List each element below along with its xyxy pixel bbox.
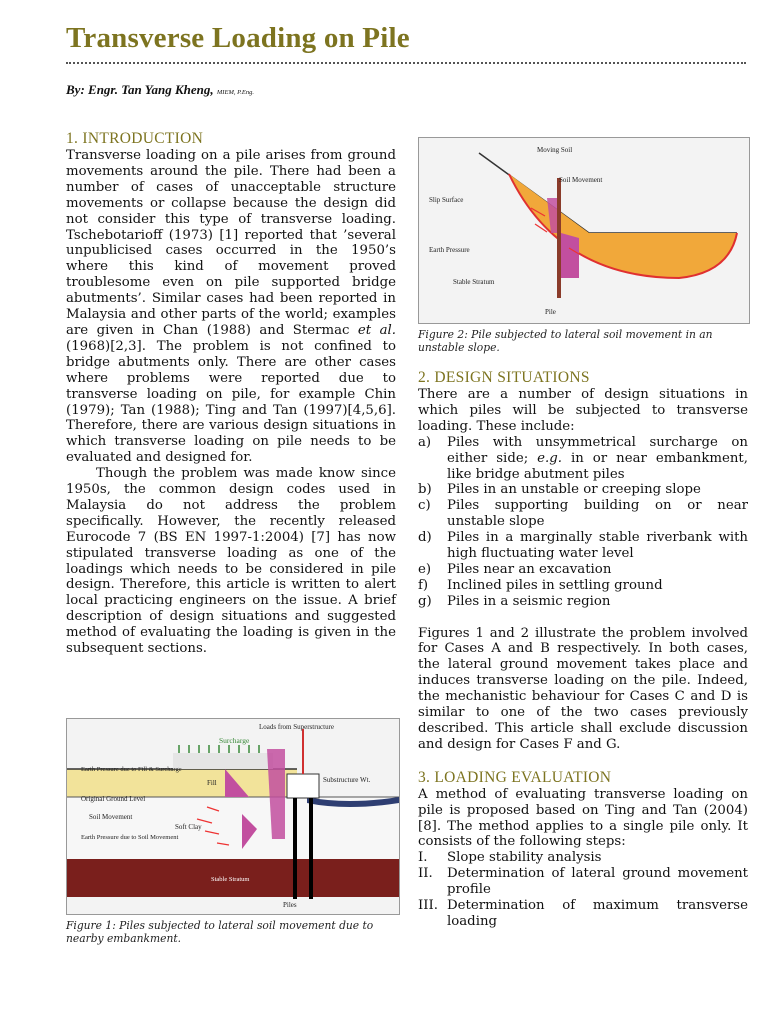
design-heading: 2. DESIGN SITUATIONS (418, 369, 590, 386)
left-column (66, 130, 396, 657)
fig1-label-substructure: Substructure Wt. (323, 776, 371, 784)
fill-embankment (67, 769, 297, 797)
list-item: d) Piles in a marginally stable riverbank with high fluctuating water level (418, 530, 748, 562)
fig1-label-soil-movement: Soil Movement (89, 813, 133, 821)
fig2-label-moving-soil: Moving Soil (537, 146, 573, 154)
byline (66, 82, 254, 98)
list-item: f) Inclined piles in settling ground (418, 577, 663, 593)
list-item: c) Piles supporting building on or near unstable slope (418, 498, 748, 530)
step-item: I. Slope stability analysis (418, 850, 602, 866)
fig1-label-piles: Piles (283, 901, 297, 909)
fig1-label-fill: Fill (207, 779, 217, 787)
figure-2 (418, 137, 750, 324)
substructure (287, 774, 319, 798)
step-item: III. Determination of maximum transverse loading (418, 898, 748, 929)
fig1-label-stable: Stable Stratum (211, 876, 250, 883)
fig1-label-ep-soil: Earth Pressure due to Soil Movement (81, 834, 179, 841)
pile (557, 178, 561, 298)
figure-1-caption: Figure 1: Piles subjected to lateral soil movement due to nearby embankment. (66, 919, 374, 945)
fig2-label-slip-surface: Slip Surface (429, 196, 464, 204)
fig2-label-stable: Stable Stratum (453, 278, 495, 286)
design-intro: There are a number of design situations in which piles will be subjected to transverse loading. These include: (418, 387, 748, 434)
figure-2-diagram (419, 138, 749, 323)
intro-heading: 1. INTRODUCTION (66, 130, 204, 147)
step-item: II. Determination of lateral ground movement profile (418, 866, 748, 898)
fig2-label-earth-pressure: Earth Pressure (429, 246, 470, 254)
author: By: Engr. Tan Yang Kheng, (66, 82, 214, 97)
list-item: a) Piles with unsymmetrical surcharge on either side; e.g. in or near embankment, like bridge abutment piles (418, 434, 748, 482)
intro-paragraph-1: Transverse loading on a pile arises from ground movements around the pile. There had been a number of cases of unacceptable structure movements or collapse because the design did not consider this type of transverse loading. Tschebotarioff (1973) [1] reported that ’several unpublicised cases occurred in the 1950’s where this kind of movement proved troublesome even on pile supported bridge abutments’. Similar cases had been reported in Malaysia and other parts of the world; examples are given in Chan (1988) and Stermac et al. (1968)[2,3]. The problem is not confined to bridge abutments only. There are other cases where problems were reported due to transverse loading on pile, for example Chin (1979); Tan (1988); Ting and Tan (1997)[4,5,6]. Therefore, there are various design situations in which transverse loading on pile needs to be evaluated and designed for. (66, 148, 396, 466)
fig1-label-loads: Loads from Superstructure (259, 723, 335, 731)
fig1-label-surcharge: Surcharge (219, 736, 250, 745)
fig2-label-soil-movement: Soil Movement (559, 176, 603, 184)
fig1-label-ogl: Original Ground Level (81, 795, 146, 803)
list-item: g) Piles in a seismic region (418, 593, 611, 609)
figure-1 (66, 718, 400, 915)
figure-2-caption: Figure 2: Pile subjected to lateral soil movement in an unstable slope. (418, 328, 713, 354)
design-paragraph-2: Figures 1 and 2 illustrate the problem involved for Cases A and B respectively. In both cases, the lateral ground movement takes place and induces transverse loading on the pile. Indeed, the mechanistic behaviour for Cases C and D is similar to one of the two cases previously described. This article shall exclude discussion and design for Cases F and G. (418, 625, 748, 752)
intro-paragraph-2: Though the problem was made know since 1950s, the common design codes used in Malaysia do not address the problem specifically. However, the recently released Eurocode 7 (BS EN 1997-1:2004) [7] has now stipulated transverse loading as one of the loadings which needs to be considered in pile design. Therefore, this article is written to alert local practicing engineers on the issue. A brief description of design situations and suggested method of evaluating the loading is given in the subsequent sections. (66, 466, 396, 657)
title-divider (66, 62, 746, 64)
right-column (418, 369, 748, 930)
loading-intro: A method of evaluating transverse loading on pile is proposed based on Ting and Tan (2004)[8]. The method applies to a single pile only. It consists of the following steps: (418, 786, 748, 850)
fig2-label-pile: Pile (545, 308, 556, 316)
list-item: e) Piles near an excavation (418, 561, 612, 577)
article-title: Transverse Loading on Pile (66, 22, 410, 54)
fig1-label-ep-fill: Earth Pressure due to Fill & Surcharge (81, 766, 182, 773)
figure-1-diagram (67, 719, 399, 914)
fig1-label-soft-clay: Soft Clay (175, 823, 202, 831)
list-item: b) Piles in an unstable or creeping slope (418, 482, 701, 498)
author-credentials: MIEM, P.Eng. (216, 89, 254, 96)
pressure-diagram (561, 233, 579, 278)
loading-heading: 3. LOADING EVALUATION (418, 768, 612, 786)
